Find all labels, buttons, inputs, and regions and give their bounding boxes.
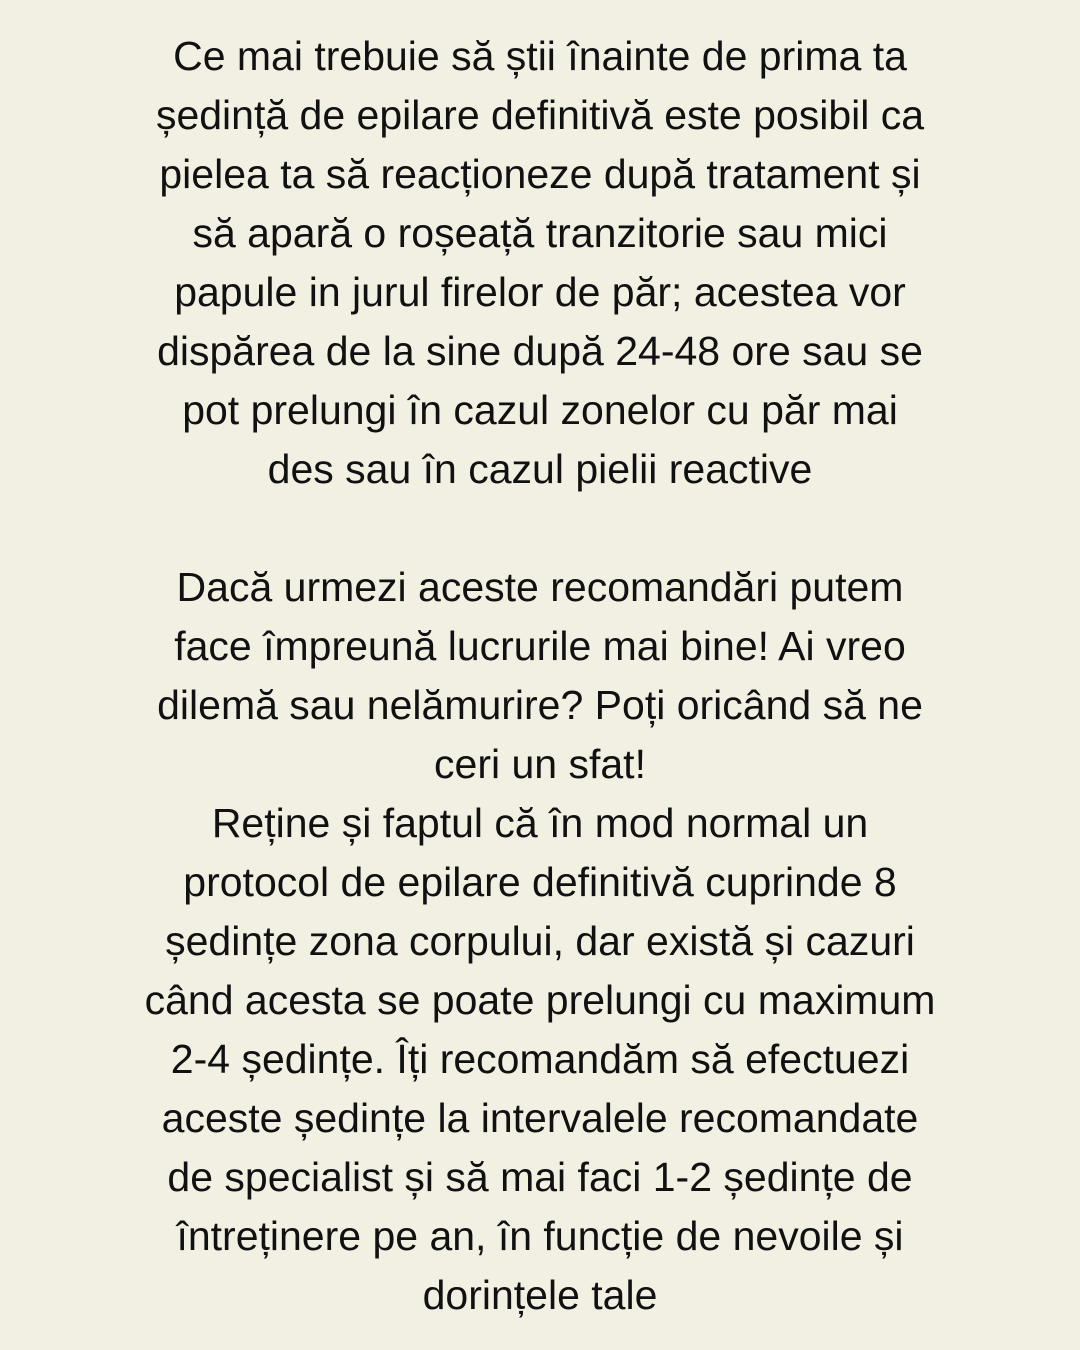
text-line: de specialist și să mai faci 1-2 ședințe de: [167, 1154, 913, 1200]
text-line: ședință de epilare definitivă este posibil ca: [155, 92, 925, 138]
text-line: Reține și faptul că în mod normal un: [211, 800, 869, 846]
paragraph-skin-reaction: [0, 27, 1080, 499]
text-line: face împreună lucrurile mai bine! Ai vreo: [174, 623, 906, 669]
text-line: dispărea de la sine după 24-48 ore sau se: [157, 328, 923, 374]
text-line: ședințe zona corpului, dar există și cazuri: [165, 918, 915, 964]
text-line: Ce mai trebuie să știi înainte de prima ta: [173, 33, 907, 79]
paragraph-advice: [0, 558, 1080, 794]
text-line: dorințele tale: [422, 1272, 658, 1318]
paragraph-protocol: [0, 794, 1080, 1325]
text-line: pielea ta să reacționeze după tratament și: [159, 151, 921, 197]
text-line: să apară o roșeață tranzitorie sau mici: [192, 210, 888, 256]
paragraph-spacer: [0, 499, 1080, 558]
text-line: întreținere pe an, în funcție de nevoile și: [176, 1213, 904, 1259]
text-line: dilemă sau nelămurire? Poți oricând să ne: [157, 682, 923, 728]
text-line: aceste ședințe la intervalele recomandate: [161, 1095, 919, 1141]
text-line: Dacă urmezi aceste recomandări putem: [176, 564, 904, 610]
text-line: papule in jurul firelor de păr; acestea vor: [174, 269, 906, 315]
text-line: des sau în cazul pielii reactive: [267, 446, 813, 492]
text-line: pot prelungi în cazul zonelor cu păr mai: [182, 387, 898, 433]
text-line: 2-4 ședințe. Îți recomandăm să efectuezi: [170, 1036, 910, 1082]
text-line: când acesta se poate prelungi cu maximum: [144, 977, 936, 1023]
text-line: protocol de epilare definitivă cuprinde 8: [183, 859, 897, 905]
text-line: ceri un sfat!: [434, 741, 646, 787]
